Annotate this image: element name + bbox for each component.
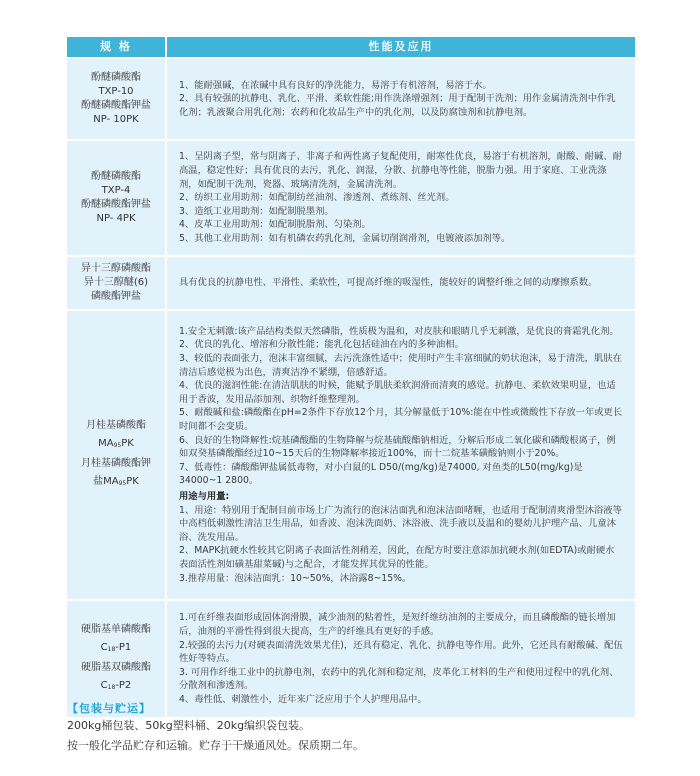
spec-cell: 异十三醇磷酸酯 异十三醇醚(6) 磷酸酯钾盐 [67, 257, 167, 309]
table-row [67, 57, 635, 139]
table-row [67, 255, 635, 309]
table-header [67, 37, 635, 57]
table-row [67, 139, 635, 255]
performance-cell: 1、呈阴离子型，常与阴离子、非离子和两性离子复配使用，耐寒性优良，易溶于有机溶剂，耐酸、耐碱、耐高温，稳定性好；具有优良的去污，乳化、润湿，分散、抗静电等性能，脱脂力强。用于家庭、工业洗涤剂，如配制干洗剂，瓷器、玻璃清洗剂，金属清洗剂。 2、纺织工业用助剂：如配制纺丝油剂、渗透剂、煮练剂、丝光剂。 3、造纸工业用助剂：如配制脱墨剂。 4、皮革工业用助剂：如配制脱脂剂、匀染剂。 5、其他工业用助剂：如有机磷农药乳化剂，金属切削润滑剂，电镀液添加剂等。 [179, 151, 622, 244]
spec-table [67, 37, 635, 717]
performance-cell: 1.可在纤维表面形成固体润滑膜，减少油剂的粘着性，是短纤维纺油剂的主要成分，而且磷酸酯的链长增加后，油剂的平滑性得到很大提高，生产的纤维具有更好的手感。 2.较强的去污力(对硬表面清洗效果尤佳)，还具有稳定、乳化、抗静电等作用。此外，它还具有耐酸碱、配伍性好等特点。 3. 可用作纤维工业中的抗静电剂，农药中的乳化剂和稳定剂，皮革化工材料的生产和使用过程中的乳化剂、分散剂和渗透剂。 4、毒性低、刺激性小，近年来广泛应用于个人护理用品中。 [179, 612, 623, 705]
packaging-title: 【包装与贮运】 [67, 702, 151, 715]
usage-title: 用途与用量: [179, 490, 230, 502]
storage-line: 按一般化学品贮存和运输。贮存于干燥通风处。保质期二年。 [67, 739, 364, 752]
performance-cell: 1、能耐强碱，在浓碱中具有良好的净洗能力，易溶于有机溶剂，易溶于水。 2、具有较强的抗静电、乳化、平滑、柔软性能;用作洗涤增强剂；用于配制干洗剂；用作金属清洗剂中作乳化剂；乳液聚合用乳化剂；农药和化妆品生产中的乳化剂，以及防腐蚀剂和抗静电剂。 [179, 79, 616, 118]
performance-cell: 1.安全无刺激:该产品结构类似天然磷脂，性质极为温和，对皮肤和眼睛几乎无刺激，是优良的膏霜乳化剂。 2、优良的乳化、增溶和分散性能；能乳化包括硅油在内的多种油相。 3、较低的表面张力，泡沫丰富细腻，去污洗涤性适中；使用时产生丰富细腻的奶状泡沫，易于清洗，肌肤在清洁后感觉极为出色，清爽洁净不紧绷，倍感舒适。 4、优良的滋润性能:在清洁肌肤的时候，能赋予肌肤柔软润滑而清爽的感觉。抗静电、柔软效果明显，也适用于香波，发用品添加剂、织物纤维整理剂。 5、耐酸碱和盐:磷酸酯在pH=2条件下存放12个月，其分解量低于10%:能在中性或微酸性下存放一年或更长时间都不会变质。 6、良好的生物降解性:烷基磷酸酯的生物降解与烷基硫酸酯钠相近，分解后形成二氧化碳和磷酸根离子，例如双癸基磷酸酯经过10~15天后的生物降解率接近100%，而十二烷基苯磺酸钠则小于20%。 7、低毒性：磷酸酯钾盐属低毒物，对小白鼠的L D50/(mg/kg)是74000, 对鱼类的L50(mg/kg)是34000~1 2800。 用途与用量: 1、用途：特别用于配制目前市场上广为流行的泡沫洁面乳和泡沫洁面啫喱，也适用于配制清爽滑型沐浴液等中高档低刺激性清洁卫生用品，如香波、泡沫洗面奶、沐浴液、洗手液以及温和的婴幼儿护理产品、儿童沐浴、洗发用品。 2、MAPK抗硬水性较其它阴离子表面活性剂稍差，因此，在配方时要注意添加抗硬水剂(如EDTA)或耐硬水表面活性剂如磺基甜菜碱)与之配合，才能发挥其优异的性能。 3.推荐用量：泡沫洁面乳：10~50%，沐浴露8~15%。 [179, 325, 623, 584]
performance-cell: 具有优良的抗静电性、平滑性、柔软性，可提高纤维的吸湿性，能较好的调整纤维之间的动摩擦系数。 [179, 277, 598, 289]
packaging-line: 200kg桶包装、50kg塑料桶、20kg编织袋包装。 [67, 719, 311, 732]
spec-cell: 酚醚磷酸酯 TXP-4 酚醚磷酸酯钾盐 NP- 4PK [67, 141, 167, 255]
packaging-section [67, 700, 647, 756]
header-spec: 规 格 [67, 37, 167, 57]
spec-cell: 月桂基磷酸酯 $MA_{95}PK$ 月桂基磷酸酯钾 盐$MA_{95}PK$ [67, 311, 167, 599]
table-row [67, 309, 635, 599]
header-performance: 性能及应用 [368, 40, 434, 53]
spec-cell: 酚醚磷酸酯 TXP-10 酚醚磷酸酯钾盐 NP- 10PK [67, 59, 167, 139]
spec-cell: 硬脂基单磷酸酯 $C_{18}-P1$ 硬脂基双磷酸酯 $C_{18}-P2$ [67, 601, 167, 717]
